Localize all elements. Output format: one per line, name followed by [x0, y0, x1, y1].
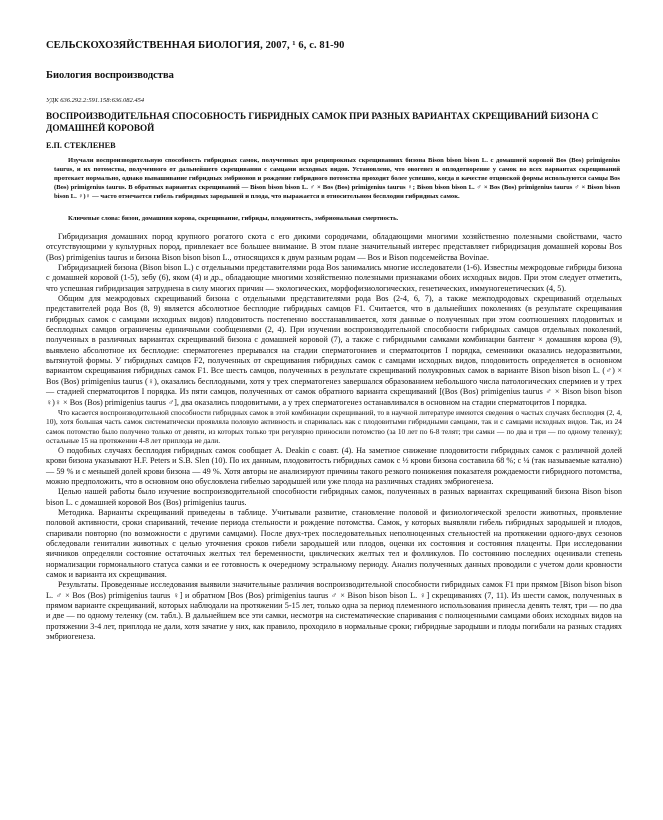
- paragraph-female-fertility: Что касается воспроизводительной способности гибридных самок в этой комбинации скрещиваний, то в научной литературе имеются сведения о частых случаях бесплодия (2, 4, 10), хотя большая часть самок систематически проявляла половую активность и спаривалась как с плодовитыми гибридными самцами, так и с самцами исходных видов. Так, из 24 самок потомство было получено только от девяти, из которых только три регулярно приносили потомство (за 10 лет по 6-8 телят; три самки — по два и три — по одному теленку); остальные 15 на протяжении 4-8 лет приплода не дали.: [46, 407, 622, 446]
- udc-code: УДК 636.292.2:591.158:636.082.454: [46, 97, 145, 104]
- author: Е.П. СТЕКЛЕНЕВ: [46, 141, 116, 150]
- article-title: ВОСПРОИЗВОДИТЕЛЬНАЯ СПОСОБНОСТЬ ГИБРИДНЫХ САМОК ПРИ РАЗНЫХ ВАРИАНТАХ СКРЕЩИВАНИЙ БИЗОНА С ДОМАШНЕЙ КОРОВОЙ: [46, 111, 599, 133]
- paragraph-previous-studies: Гибридизацией бизона (Bison bison L.) с отдельными представителями рода Bos занимались многие исследователи (1-6). Известны межродовые гибриды бизона с домашней коровой (1-5), зебу (6), яком (4) и др., обладающие многими хозяйственно полезными признаками обоих исходных видов. При этом следует отметить, что успешная гибридизация затруднена в силу многих причин — экологических, морфофизиологических, генетических, иммуногенетических (4, 5).: [46, 263, 622, 293]
- paragraph-results: Результаты. Проведенные исследования выявили значительные различия воспроизводительной способности гибридных самок F1 при прямом [Bison bison bison L. ♂ × Bos (Bos) primigenius taurus ♀] и обратном [Bos (Bos) primigenius taurus ♂ × Bison bison bison L. ♀] скрещиваниях (7, 11). Из шести самок, полученных в прямом варианте скрещиваний, которых наблюдали на протяжении 5-15 лет, только одна за период племенного использования принесла девять телят, три — по два и две — по одному теленку (см. табл.). В дальнейшем все эти самки, несмотря на систематические спаривания с полноценными самцами обоих исходных видов на протяжении 3-4 лет, приплода не дали, хотя зачатие у них, как правило, проходило в нормальные сроки; гибридные зародыши и плоды погибали на разных стадиях эмбриогенеза.: [46, 580, 622, 642]
- paragraph-literature: О подобных случаях бесплодия гибридных самок сообщает A. Deakin с соавт. (4). На заметное снижение плодовитости гибридных самок с различной долей крови бизона указывают H.F. Peters и S.B. Slen (10). По их данным, плодовитость гибридных самок с ½ крови бизона составила 68 %; с ¼ (так называемые катално) — 59 % и с меньшей долей крови бизона — 49 %. Хотя авторы не анализируют причины такого резкого понижения показателя рождаемости гибридного потомства, можно предположить, что в основном оно обусловлена гибелью зародышей или уже плода на различных стадиях эмбриогенеза.: [46, 445, 622, 486]
- article-body: [46, 232, 622, 642]
- section-heading: Биология воспроизводства: [46, 70, 174, 81]
- paragraph-aim: Целью нашей работы было изучение воспроизводительной способности гибридных самок, полученных в разных вариантах скрещиваний бизона Bison bison bison L. с домашней коровой Bos (Bos) primigenius taurus.: [46, 487, 622, 507]
- keywords: Ключевые слова: бизон, домашняя корова, скрещивание, гибриды, плодовитость, эмбриональная смертность.: [68, 215, 399, 222]
- paragraph-male-sterility: Общим для межродовых скрещиваний бизона с отдельными представителями рода Bos (2-4, 6, 7), а также межподродовых скрещиваний отдельных представителей рода Bos (8, 9) является абсолютное бесплодие гибридных самцов F1. Считается, что в дальнейших поколениях (в результате скрещивания гибридных самок с самцами исходных видов) плодовитость постепенно восстанавливается, хотя данные о полученных при этом соотношениях плодовитых и бесплодных самцов ограничены единичными сообщениями (2, 4). При изучении воспроизводительной способности гибридных самцов отдельных поколений, полученных в различных вариантах скрещиваний бизона с домашней коровой (7), а также с гибридными самками комбинации бантенг × домашняя корова (9), выявлено абсолютное их бесплодие: сперматогенез прерывался на стадии сперматогониев и сперматоцитов I порядка, семенники оказались недоразвитыми, вытянутой формы. У гибридных самцов F2, полученных от скрещивания гибридных самок с самцами исходных видов, плодовитость определяется в основном вариантом скрещивания гибридных самок F1. Все шесть самцов, полученных в результате скрещиваний полукровных самок в варианте Bison bison bison L. (♂) × Bos (Bos) primigenius taurus (♀), оказались бесплодными, хотя у трех сперматогенез завершался образованием небольшого числа патологических спермиев и у трех — стадией сперматоцитов I порядка. Из пяти самцов, полученных от самок обратного варианта скрещиваний [(Bos (Bos) primigenius taurus ♂ × Bison bison bison ♀)♀ × Bos (Bos) primigenius taurus ♂], два оказались плодовитыми, а у трех сперматогенез останавливался в основном на стадии сперматоцитов I порядка.: [46, 294, 622, 407]
- paragraph-methods: Методика. Варианты скрещиваний приведены в таблице. Учитывали развитие, становление половой и физиологической зрелости животных, проявление половой активности, сроки спариваний, течение периода стельности и рождение потомства. Самок, у которых выявляли гибель гибридных зародышей и плодов, спаривали повторно (по возможности с другими самцами). После двух-трех последовательных неполноценных стельностей на протяжении одного-двух сезонов обследовали гениталии животных с целью уточнения сроков гибели зародышей или плодов, оценки их состояния и состояния плаценты. При исследовании яичников определяли состояние остаточных желтых тел беременности, циклических желтых тел и фолликулов. По состоянию последних оценивали степень нормализации гормонального статуса самки и ее готовность к очередному эстральному периоду. Анализ полученных данных проводили с учетом доли кровности самок и варианта их скрещивания.: [46, 507, 622, 579]
- paragraph-intro: Гибридизация домашних пород крупного рогатого скота с его дикими сородичами, обладающими многими хозяйственно полезными свойствами, часто отсутствующими у культурных пород, привлекает все большее внимание. В этом плане значительный интерес представляет гибридизация домашней коровы Bos (Bos) primigenius taurus и бизона Bison bison bison L., относящихся к двум разным родам — Bos и Bison подсемейства Bovinae.: [46, 232, 622, 262]
- journal-header: СЕЛЬСКОХОЗЯЙСТВЕННАЯ БИОЛОГИЯ, 2007, ¹ 6, с. 81-90: [46, 40, 345, 51]
- abstract: Изучали воспроизводительную способность гибридных самок, полученных при реципрокных скрещиваниях бизона Bison bison bison L. с домашней коровой Bos (Bos) primigenius taurus, и их потомства, полученного от дальнейшего скрещивания с самцами исходных видов. Установлено, что овогенез и оплодотворение у самок во всех вариантах скрещиваний протекает нормально, однако вынашивание гибридных эмбрионов и рождение гибридного потомства проходит более успешно, когда в качестве отцовской формы используются самцы Bos (Bos) primigenius taurus. В обратных вариантах скрещиваний — Bison bison bison L. ♂ × Bos (Bos) primigenius taurus ♀; Bison bison bison L. ♂ × Bos (Bos) primigenius taurus ♂ × Bison bison bison L. ♀)♀ — часто отмечается гибель гибридных зародышей и плода, что выражается в относительном бесплодии гибридных самок.: [54, 157, 620, 201]
